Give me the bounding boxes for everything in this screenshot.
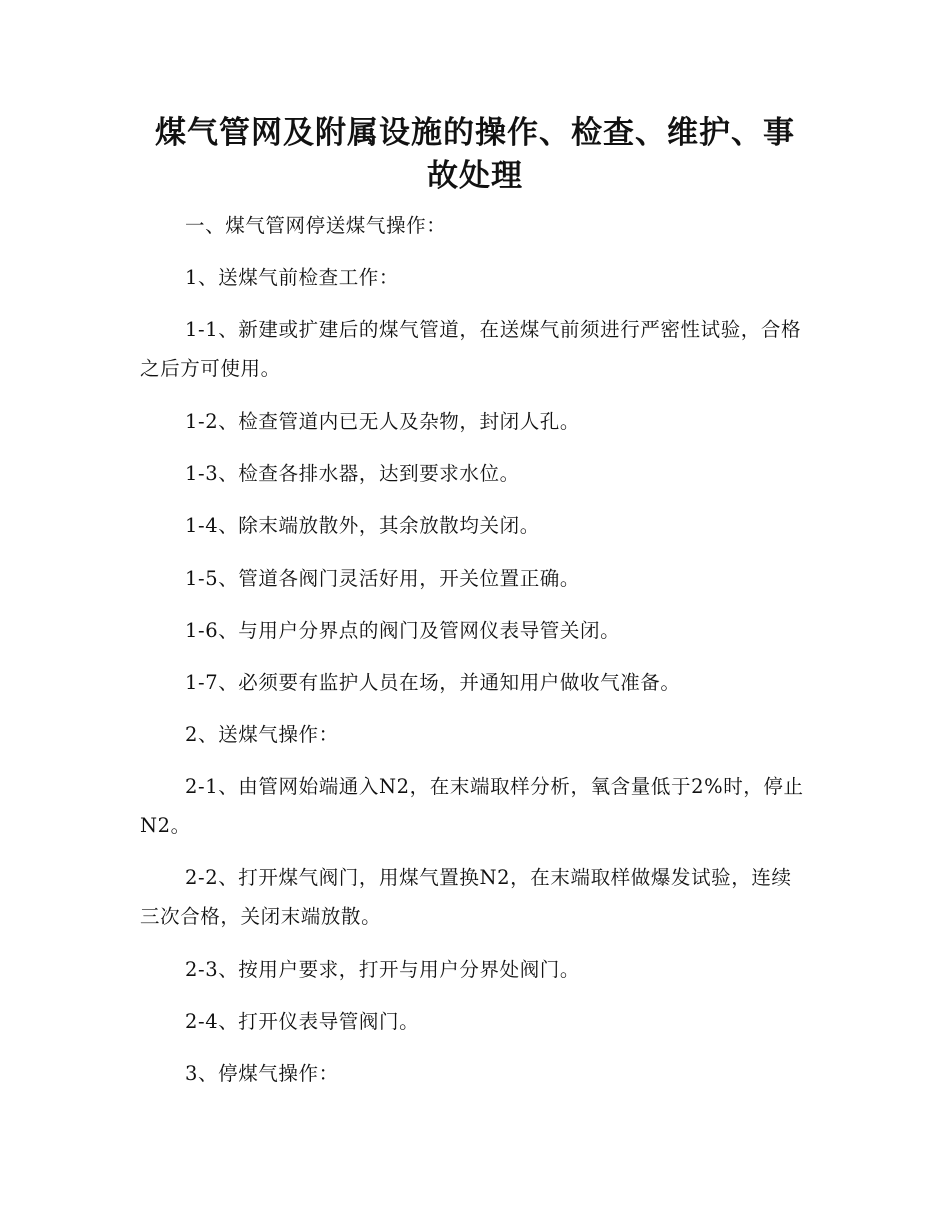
paragraph-section-1-heading: 一、煤气管网停送煤气操作： <box>185 214 447 237</box>
paragraph-item-2-1: 2-1、由管网始端通入N2，在末端取样分析，氧含量低于2%时，停止N2。 <box>140 775 804 837</box>
document-title: 煤气管网及附属设施的操作、检查、维护、事故处理 <box>155 115 795 194</box>
paragraph-item-1-4: 1-4、除末端放散外，其余放散均关闭。 <box>185 514 540 537</box>
paragraph-item-1-3: 1-3、检查各排水器，达到要求水位。 <box>185 462 520 485</box>
paragraph-subsection-3-heading: 3、停煤气操作： <box>185 1062 339 1085</box>
paragraph-item-2-2: 2-2、打开煤气阀门，用煤气置换N2，在末端取样做爆发试验，连续三次合格，关闭末端放散。 <box>140 866 792 928</box>
paragraph-item-1-5: 1-5、管道各阀门灵活好用，开关位置正确。 <box>185 567 581 590</box>
paragraph-subsection-1-heading: 1、送煤气前检查工作： <box>185 266 400 289</box>
paragraph-item-2-3: 2-3、按用户要求，打开与用户分界处阀门。 <box>185 958 581 981</box>
paragraph-item-1-6: 1-6、与用户分界点的阀门及管网仪表导管关闭。 <box>185 619 621 642</box>
paragraph-subsection-2-heading: 2、送煤气操作： <box>185 723 339 746</box>
paragraph-item-1-1: 1-1、新建或扩建后的煤气管道，在送煤气前须进行严密性试验，合格之后方可使用。 <box>140 318 802 380</box>
paragraph-item-2-4: 2-4、打开仪表导管阀门。 <box>185 1010 420 1033</box>
paragraph-item-1-7: 1-7、必须要有监护人员在场，并通知用户做收气准备。 <box>185 671 681 694</box>
paragraph-item-1-2: 1-2、检查管道内已无人及杂物，封闭人孔。 <box>185 410 581 433</box>
